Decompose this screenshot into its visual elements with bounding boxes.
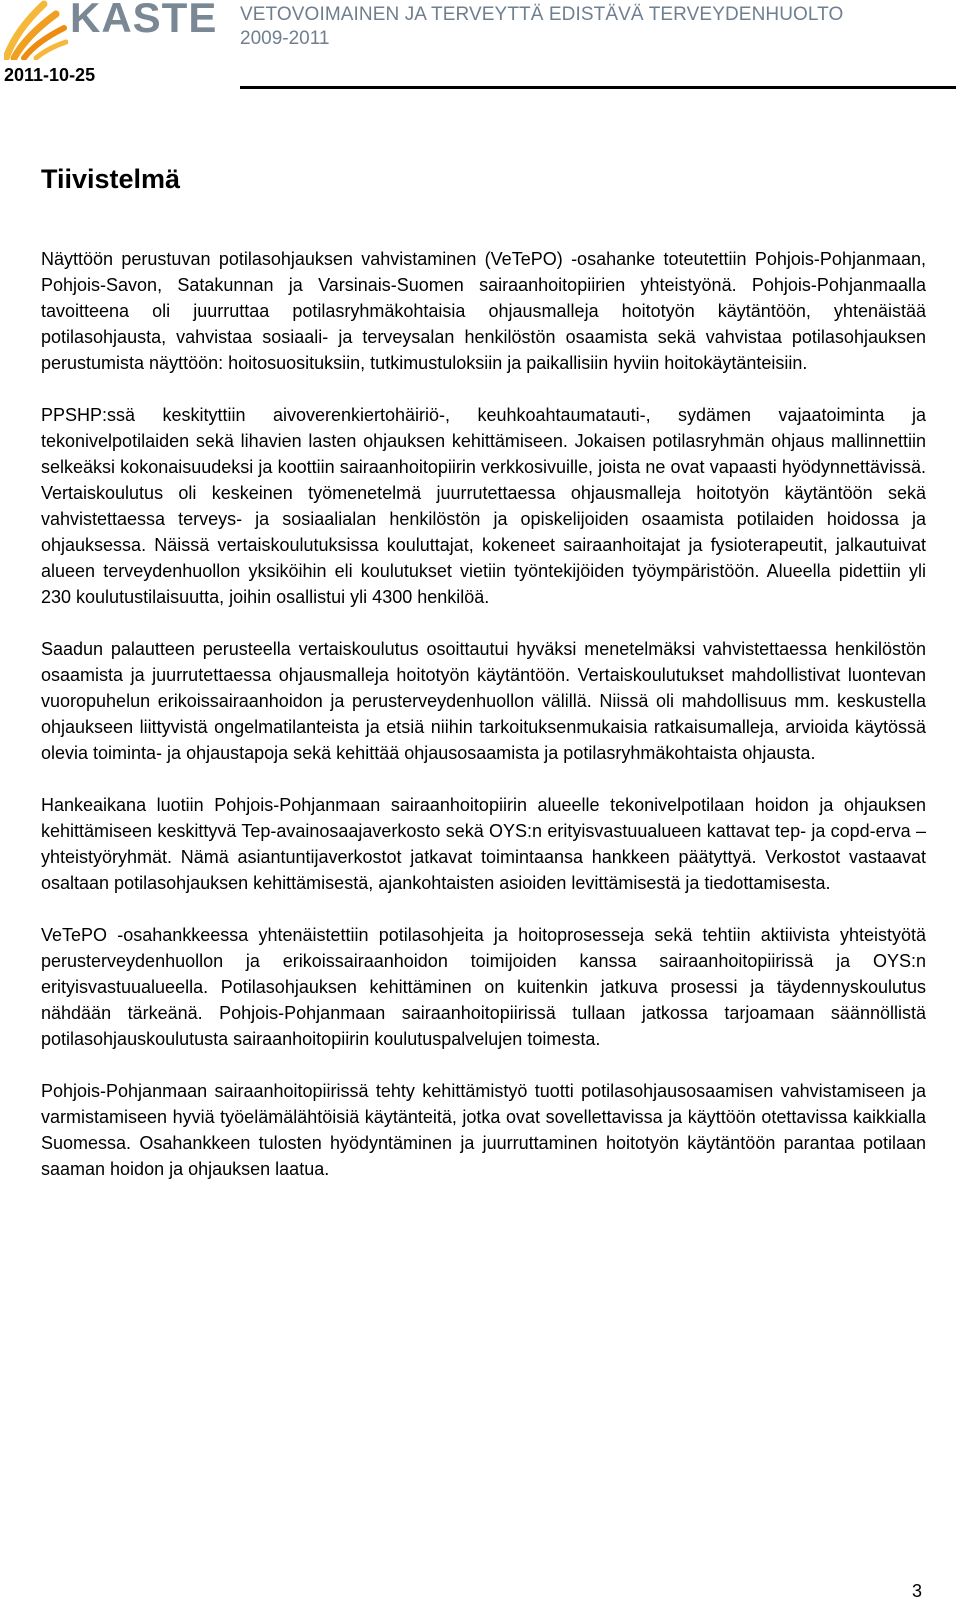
paragraph-6: Pohjois-Pohjanmaan sairaanhoitopiirissä tehty kehittämistyö tuotti potilasohjausosaamisen vahvistamiseen ja varmistamiseen hyviä työelämälähtöisiä käytänteitä, jotka ovat sovellettavissa ja käyttöön otettavissa kaikkialla Suomessa. Osahankkeen tulosten hyödyntäminen ja juurruttaminen hoitotyön käytäntöön parantaa potilaan saaman hoidon ja ohjauksen laatua. [41, 1081, 926, 1179]
paragraph-4: Hankeaikana luotiin Pohjois-Pohjanmaan sairaanhoitopiirin alueelle tekonivelpotilaan hoidon ja ohjauksen kehittämiseen keskittyvä Tep-avainosaajaverkosto sekä OYS:n erityisvastuualueen kattavat tep- ja copd-erva –yhteistyöryhmät. Nämä asiantuntijaverkostot jatkavat toimintaansa hankkeen päätyttyä. Verkostot vastaavat osaltaan potilasohjauksen kehittämisestä, ajankohtaisten asioiden levittämisestä ja tiedottamisesta. [41, 795, 926, 893]
kaste-logo [4, 0, 218, 60]
paragraph-3: Saadun palautteen perusteella vertaiskoulutus osoittautui hyväksi menetelmäksi vahvistettaessa henkilöstön osaamista ja juurrutettaessa ohjausmalleja hoitotyön käytäntöön. Vertaiskoulutukset mahdollistivat luontevan vuoropuhelun erikoissairaanhoidon ja perusterveydenhuollon välillä. Niissä oli mahdollisuus mm. keskustella ohjaukseen liittyvistä ongelmatilanteista ja etsiä niihin tarkoituksenmukaisia ratkaisumalleja, arvioida käytössä olevia toiminta- ja ohjaustapoja sekä kehittää ohjausosaamista ja potilasryhmäkohtaista ohjausta. [41, 639, 926, 763]
paragraph-2: PPSHP:ssä keskityttiin aivoverenkiertohäiriö-, keuhkoahtaumatauti-, sydämen vajaatoiminta ja tekonivelpotilaiden sekä lihavien lasten ohjauksen kehittämiseen. Jokaisen potilasryhmän ohjaus mallinnettiin selkeäksi kokonaisuudeksi ja koottiin sairaanhoitopiirin verkkosivuille, joista ne ovat vapaasti hyödynnettävissä. Vertaiskoulutus oli keskeinen työmenetelmä juurrutettaessa ohjausmalleja hoitotyön käytäntöön sekä vahvistettaessa terveys- ja sosiaalialan henkilöstön ja opiskelijoiden osaamista potilaiden hoidossa ja ohjauksessa. Näissä vertaiskoulutuksissa kouluttajat, kokeneet sairaanhoitajat ja fysioterapeutit, jalkautuivat alueen terveydenhuollon yksiköihin eli koulutukset vietiin työntekijöiden työympäristöön. Alueella pidettiin yli 230 koulutustilaisuutta, joihin osallistui yli 4300 henkilöä. [41, 405, 926, 607]
paragraph-1: Näyttöön perustuvan potilasohjauksen vahvistaminen (VeTePO) -osahanke toteutettiin Pohjois-Pohjanmaan, Pohjois-Savon, Satakunnan ja Varsinais-Suomen sairaanhoitopiirien yhteistyönä. Pohjois-Pohjanmaalla tavoitteena oli juurruttaa potilasryhmäkohtaisia ohjausmalleja hoitotyön käytäntöön, yhtenäistää potilasohjausta, vahvistaa sosiaali- ja terveysalan henkilöstön osaamista sekä vahvistaa potilasohjauksen perustumista näyttöön: hoitosuosituksiin, tutkimustuloksiin ja paikallisiin hyviin hoitokäytänteisiin. [41, 249, 926, 373]
logo-text: KASTE [70, 0, 218, 41]
document-body [41, 162, 926, 1208]
kaste-sun-icon [4, 0, 68, 60]
paragraph-5: VeTePO -osahankkeessa yhtenäistettiin potilasohjeita ja hoitoprosesseja sekä tehtiin aktiivista yhteistyötä perusterveydenhuollon ja erikoissairaanhoidon toimijoiden kanssa sairaanhoitopiirissä ja OYS:n erityisvastuualueella. Potilasohjauksen kehittäminen on kuitenkin jatkuva prosessi ja täydennyskoulutus nähdään tärkeänä. Pohjois-Pohjanmaan sairaanhoitopiirissä tullaan jatkossa tarjoamaan säännöllistä potilasohjauskoulutusta sairaanhoitopiirin koulutuspalvelujen toimesta. [41, 925, 926, 1049]
header-divider [240, 86, 956, 89]
header-date: 2011-10-25 [4, 65, 96, 85]
page-title: Tiivistelmä [41, 164, 181, 194]
page-number: 3 [912, 1581, 923, 1601]
page-header [0, 0, 960, 95]
header-years: 2009-2011 [240, 28, 330, 49]
header-title: VETOVOIMAINEN JA TERVEYTTÄ EDISTÄVÄ TERVEYDENHUOLTO [240, 4, 844, 25]
